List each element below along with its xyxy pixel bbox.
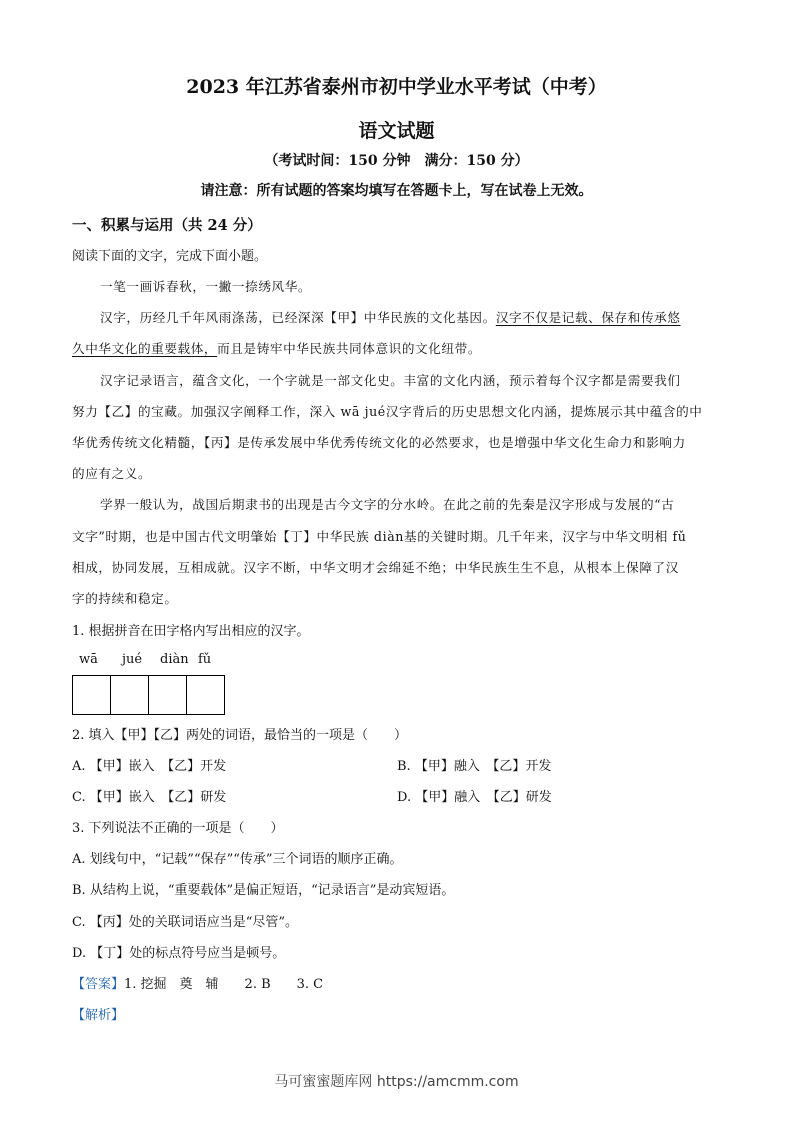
passage-text: 汉字，历经几千年风雨涤荡，已经深深【甲】中华民族的文化基因。 <box>100 310 496 325</box>
question-3-option-a[interactable]: A. 划线句中，“记载”“保存”“传承”三个词语的顺序正确。 <box>72 852 403 867</box>
answer-line <box>72 973 323 992</box>
pinyin-3: diàn <box>160 652 189 667</box>
pinyin-4: fǔ <box>198 652 212 667</box>
question-2-stem: 2. 填入【甲】【乙】两处的词语，最恰当的一项是（ ） <box>72 728 408 743</box>
pinyin-1: wā <box>79 652 98 667</box>
passage-p3-line2: 努力【乙】的宝藏。加强汉字阐释工作，深入 wā jué汉字背后的历史思想文化内涵，提炼展示其中蕴含的中 <box>72 404 703 419</box>
passage-text: 而且是铸牢中华民族共同体意识的文化纽带。 <box>217 341 482 356</box>
passage-p4-line2: 文字”时期，也是中国古代文明肇始【丁】中华民族 diàn基的关键时期。几千年来，汉字与中华文明相 fǔ <box>72 529 687 544</box>
reading-instruction: 阅读下面的文字，完成下面小题。 <box>72 249 268 264</box>
passage-p2-line2 <box>72 338 481 357</box>
analysis-label: 【解析】 <box>72 1008 125 1023</box>
tianzige-cell[interactable] <box>110 675 149 715</box>
underlined-sentence: 久中华文化的重要载体， <box>72 341 218 356</box>
question-2-option-c[interactable]: C. 【甲】嵌入 【乙】研发 <box>72 790 227 805</box>
passage-p4-line3: 相成，协同发展，互相成就。汉字不断，中华文明才会绵延不绝；中华民族生生不息，从根本上保障了汉 <box>72 560 679 575</box>
passage-p3-line4: 的应有之义。 <box>72 466 152 481</box>
footer-watermark[interactable]: 马可蜜蜜题库网 https://amcmm.com <box>274 1074 519 1090</box>
passage-p2-line1 <box>100 307 681 326</box>
pinyin-2: jué <box>122 652 143 667</box>
section-heading: 一、积累与运用（共 24 分） <box>72 217 262 234</box>
passage-p3-line1: 汉字记录语言，蕴含文化，一个字就是一部文化史。丰富的文化内涵，预示着每个汉字都是需要我们 <box>100 373 681 388</box>
answer-label: 【答案】 <box>72 977 125 992</box>
question-3-stem: 3. 下列说法不正确的一项是（ ） <box>72 821 284 836</box>
question-3-option-c[interactable]: C. 【丙】处的关联词语应当是“尽管”。 <box>72 915 299 930</box>
tianzige-grid <box>72 675 224 715</box>
exam-notice: 请注意：所有试题的答案均填写在答题卡上，写在试卷上无效。 <box>200 183 593 199</box>
tianzige-cell[interactable] <box>72 675 111 715</box>
answer-text: 1. 挖掘 奠 辅 2. B 3. C <box>124 977 324 992</box>
question-2-option-d[interactable]: D. 【甲】融入 【乙】研发 <box>397 790 552 805</box>
exam-title: 2023 年江苏省泰州市初中学业水平考试（中考） <box>186 76 607 98</box>
underlined-sentence: 汉字不仅是记载、保存和传承悠 <box>495 310 681 325</box>
exam-subtitle: 语文试题 <box>358 120 435 142</box>
passage-p4-line4: 字的持续和稳定。 <box>72 591 178 606</box>
question-2-option-a[interactable]: A. 【甲】嵌入 【乙】开发 <box>72 759 227 774</box>
question-3-option-b[interactable]: B. 从结构上说，“重要载体”是偏正短语，“记录语言”是动宾短语。 <box>72 883 455 898</box>
question-2-option-b[interactable]: B. 【甲】融入 【乙】开发 <box>397 759 552 774</box>
passage-p4-line1: 学界一般认为，战国后期隶书的出现是古今文字的分水岭。在此之前的先秦是汉字形成与发展的“古 <box>100 497 675 512</box>
tianzige-cell[interactable] <box>148 675 187 715</box>
question-3-option-d[interactable]: D. 【丁】处的标点符号应当是顿号。 <box>72 946 286 961</box>
tianzige-cell[interactable] <box>186 675 225 715</box>
question-1-stem: 1. 根据拼音在田字格内写出相应的汉字。 <box>72 624 310 639</box>
exam-time-info: （考试时间：150 分钟 满分：150 分） <box>264 153 529 169</box>
passage-p1: 一笔一画诉春秋，一撇一捺绣风华。 <box>100 279 312 294</box>
passage-p3-line3: 华优秀传统文化精髓，【丙】是传承发展中华优秀传统文化的必然要求，也是增强中华文化生命力和影响力 <box>72 435 686 450</box>
